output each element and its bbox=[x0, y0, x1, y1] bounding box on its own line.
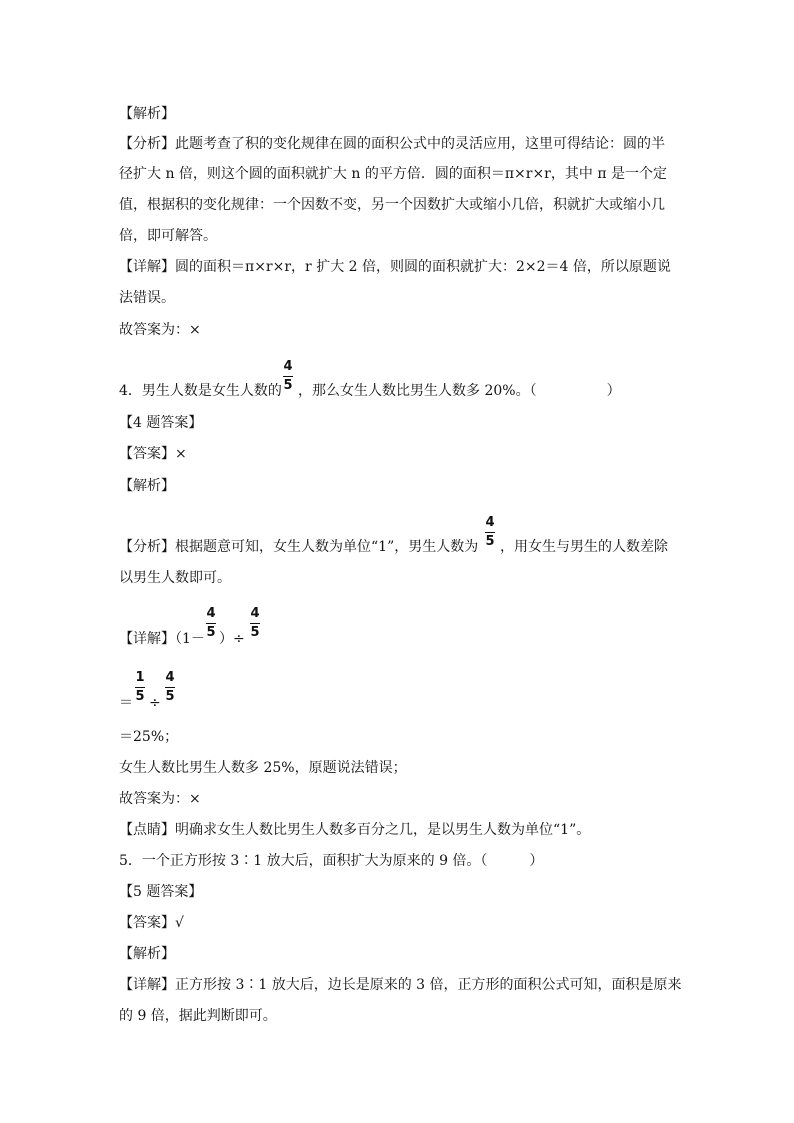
fraction-bar bbox=[165, 687, 175, 688]
fraction-bar bbox=[135, 687, 145, 688]
fraction-one-fifth bbox=[134, 670, 146, 705]
fraction-bar bbox=[485, 532, 495, 533]
fraction-denominator: 5 bbox=[165, 689, 175, 704]
fraction-bar bbox=[283, 376, 293, 377]
fraction-four-fifths bbox=[282, 359, 294, 394]
fraction-numerator: 1 bbox=[135, 670, 145, 685]
fraction-numerator: 4 bbox=[485, 515, 495, 530]
detail-formula-part2: ）÷ bbox=[219, 631, 245, 647]
answer-section-heading: 【4 题答案】 bbox=[119, 415, 203, 431]
fraction-four-fifths bbox=[249, 606, 261, 641]
analysis-heading: 【解析】 bbox=[119, 946, 175, 962]
fraction-denominator: 5 bbox=[250, 625, 260, 640]
fraction-denominator: 5 bbox=[485, 534, 495, 549]
question-5-text: 5．一个正方形按 3∶1 放大后，面积扩大为原来的 9 倍。（ ） bbox=[119, 853, 544, 869]
fraction-denominator: 5 bbox=[206, 625, 216, 640]
answer-section-heading: 【5 题答案】 bbox=[119, 884, 203, 900]
answer-line: 故答案为：× bbox=[119, 322, 201, 338]
analysis-heading: 【解析】 bbox=[119, 478, 175, 494]
question-4-text-part2: ，那么女生人数比男生人数多 20%。（ ） bbox=[298, 383, 621, 399]
fraction-numerator: 4 bbox=[206, 606, 216, 621]
fraction-denominator: 5 bbox=[283, 378, 293, 393]
detail-line: 【详解】正方形按 3∶1 放大后，边长是原来的 3 倍，正方形的面积公式可知，面积是原来 bbox=[119, 977, 682, 993]
fraction-numerator: 4 bbox=[250, 606, 260, 621]
analysis-paragraph-line: 倍，即可解答。 bbox=[119, 228, 217, 244]
analysis-paragraph-line: 径扩大 n 倍，则这个圆的面积就扩大 n 的平方倍．圆的面积＝π×r×r，其中 π 是一个定 bbox=[119, 166, 667, 182]
formula-step-divide: ÷ bbox=[149, 695, 161, 711]
fraction-four-fifths bbox=[164, 670, 176, 705]
fraction-numerator: 4 bbox=[283, 359, 293, 374]
fraction-numerator: 4 bbox=[165, 670, 175, 685]
detail-formula-part1: 【详解】（1－ bbox=[119, 631, 205, 647]
fraction-denominator: 5 bbox=[135, 689, 145, 704]
formula-step-equals: ＝ bbox=[119, 695, 133, 711]
fraction-bar bbox=[206, 623, 216, 624]
key-point-line: 【点睛】明确求女生人数比男生人数多百分之几，是以男生人数为单位“1”。 bbox=[119, 822, 591, 838]
detail-line: 【详解】圆的面积＝π×r×r，r 扩大 2 倍，则圆的面积就扩大：2×2＝4 倍，所以原题说 bbox=[119, 259, 671, 275]
fraction-four-fifths bbox=[205, 606, 217, 641]
detail-line: 法错误。 bbox=[119, 290, 175, 306]
analysis-paragraph-line: 【分析】此题考查了积的变化规律在圆的面积公式中的灵活应用，这里可得结论：圆的半 bbox=[119, 136, 665, 152]
analysis-text-part1: 【分析】根据题意可知，女生人数为单位“1”，男生人数为 bbox=[119, 539, 479, 555]
conclusion-line: 女生人数比男生人数多 25%，原题说法错误； bbox=[119, 760, 407, 776]
fraction-bar bbox=[250, 623, 260, 624]
analysis-text-part2: ，用女生与男生的人数差除 bbox=[500, 539, 668, 555]
answer-line: 【答案】× bbox=[119, 446, 187, 462]
detail-line: 的 9 倍，据此判断即可。 bbox=[119, 1008, 277, 1024]
analysis-heading: 【解析】 bbox=[119, 106, 175, 122]
fraction-four-fifths bbox=[484, 515, 496, 550]
answer-line: 【答案】√ bbox=[119, 915, 184, 931]
analysis-paragraph-line: 值，根据积的变化规律：一个因数不变，另一个因数扩大或缩小几倍，积就扩大或缩小几 bbox=[119, 197, 665, 213]
formula-result: ＝25%； bbox=[119, 729, 179, 745]
answer-line: 故答案为：× bbox=[119, 791, 201, 807]
analysis-paragraph-line: 以男生人数即可。 bbox=[119, 570, 231, 586]
question-4-text-part1: 4．男生人数是女生人数的 bbox=[119, 383, 282, 399]
